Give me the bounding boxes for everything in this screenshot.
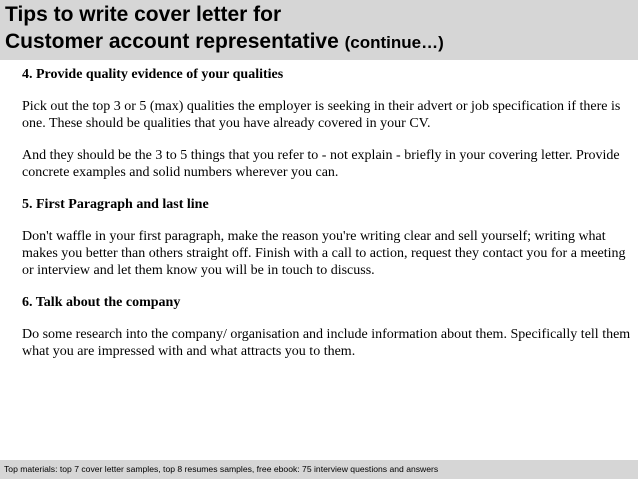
section-heading-company: 6. Talk about the company [22, 295, 181, 310]
page-title-suffix: (continue…) [344, 33, 444, 52]
document-body [22, 66, 632, 375]
paragraph-company: Do some research into the company/ organisation and include information about them. Specifically tell them what you are impressed with and what attracts you to them. [22, 327, 631, 359]
paragraph-first-paragraph: Don't waffle in your first paragraph, make the reason you're writing clear and sell yourself; writing what makes you better than others straight off. Finish with a call to action, request they contact you for a meeting or interview and let them know you will be in touch to discuss. [22, 229, 626, 278]
section-heading-first-paragraph: 5. First Paragraph and last line [22, 197, 209, 212]
paragraph-qualities: Pick out the top 3 or 5 (max) qualities the employer is seeking in their advert or job specification if there is one. These should be qualities that you have already covered in your CV. [22, 99, 621, 131]
footer-bar [0, 460, 638, 479]
footer-text: Top materials: top 7 cover letter samples, top 8 resumes samples, free ebook: 75 interview questions and answers [4, 464, 439, 474]
page-title-line-2 [5, 30, 444, 55]
title-bar [0, 0, 638, 60]
page-title-main: Customer account representative [5, 30, 339, 53]
section-heading-quality-evidence: 4. Provide quality evidence of your qualities [22, 67, 284, 82]
paragraph-examples: And they should be the 3 to 5 things that you refer to - not explain - briefly in your covering letter. Provide concrete examples and solid numbers wherever you can. [22, 148, 620, 180]
page-title-line-1: Tips to write cover letter for [5, 3, 282, 26]
